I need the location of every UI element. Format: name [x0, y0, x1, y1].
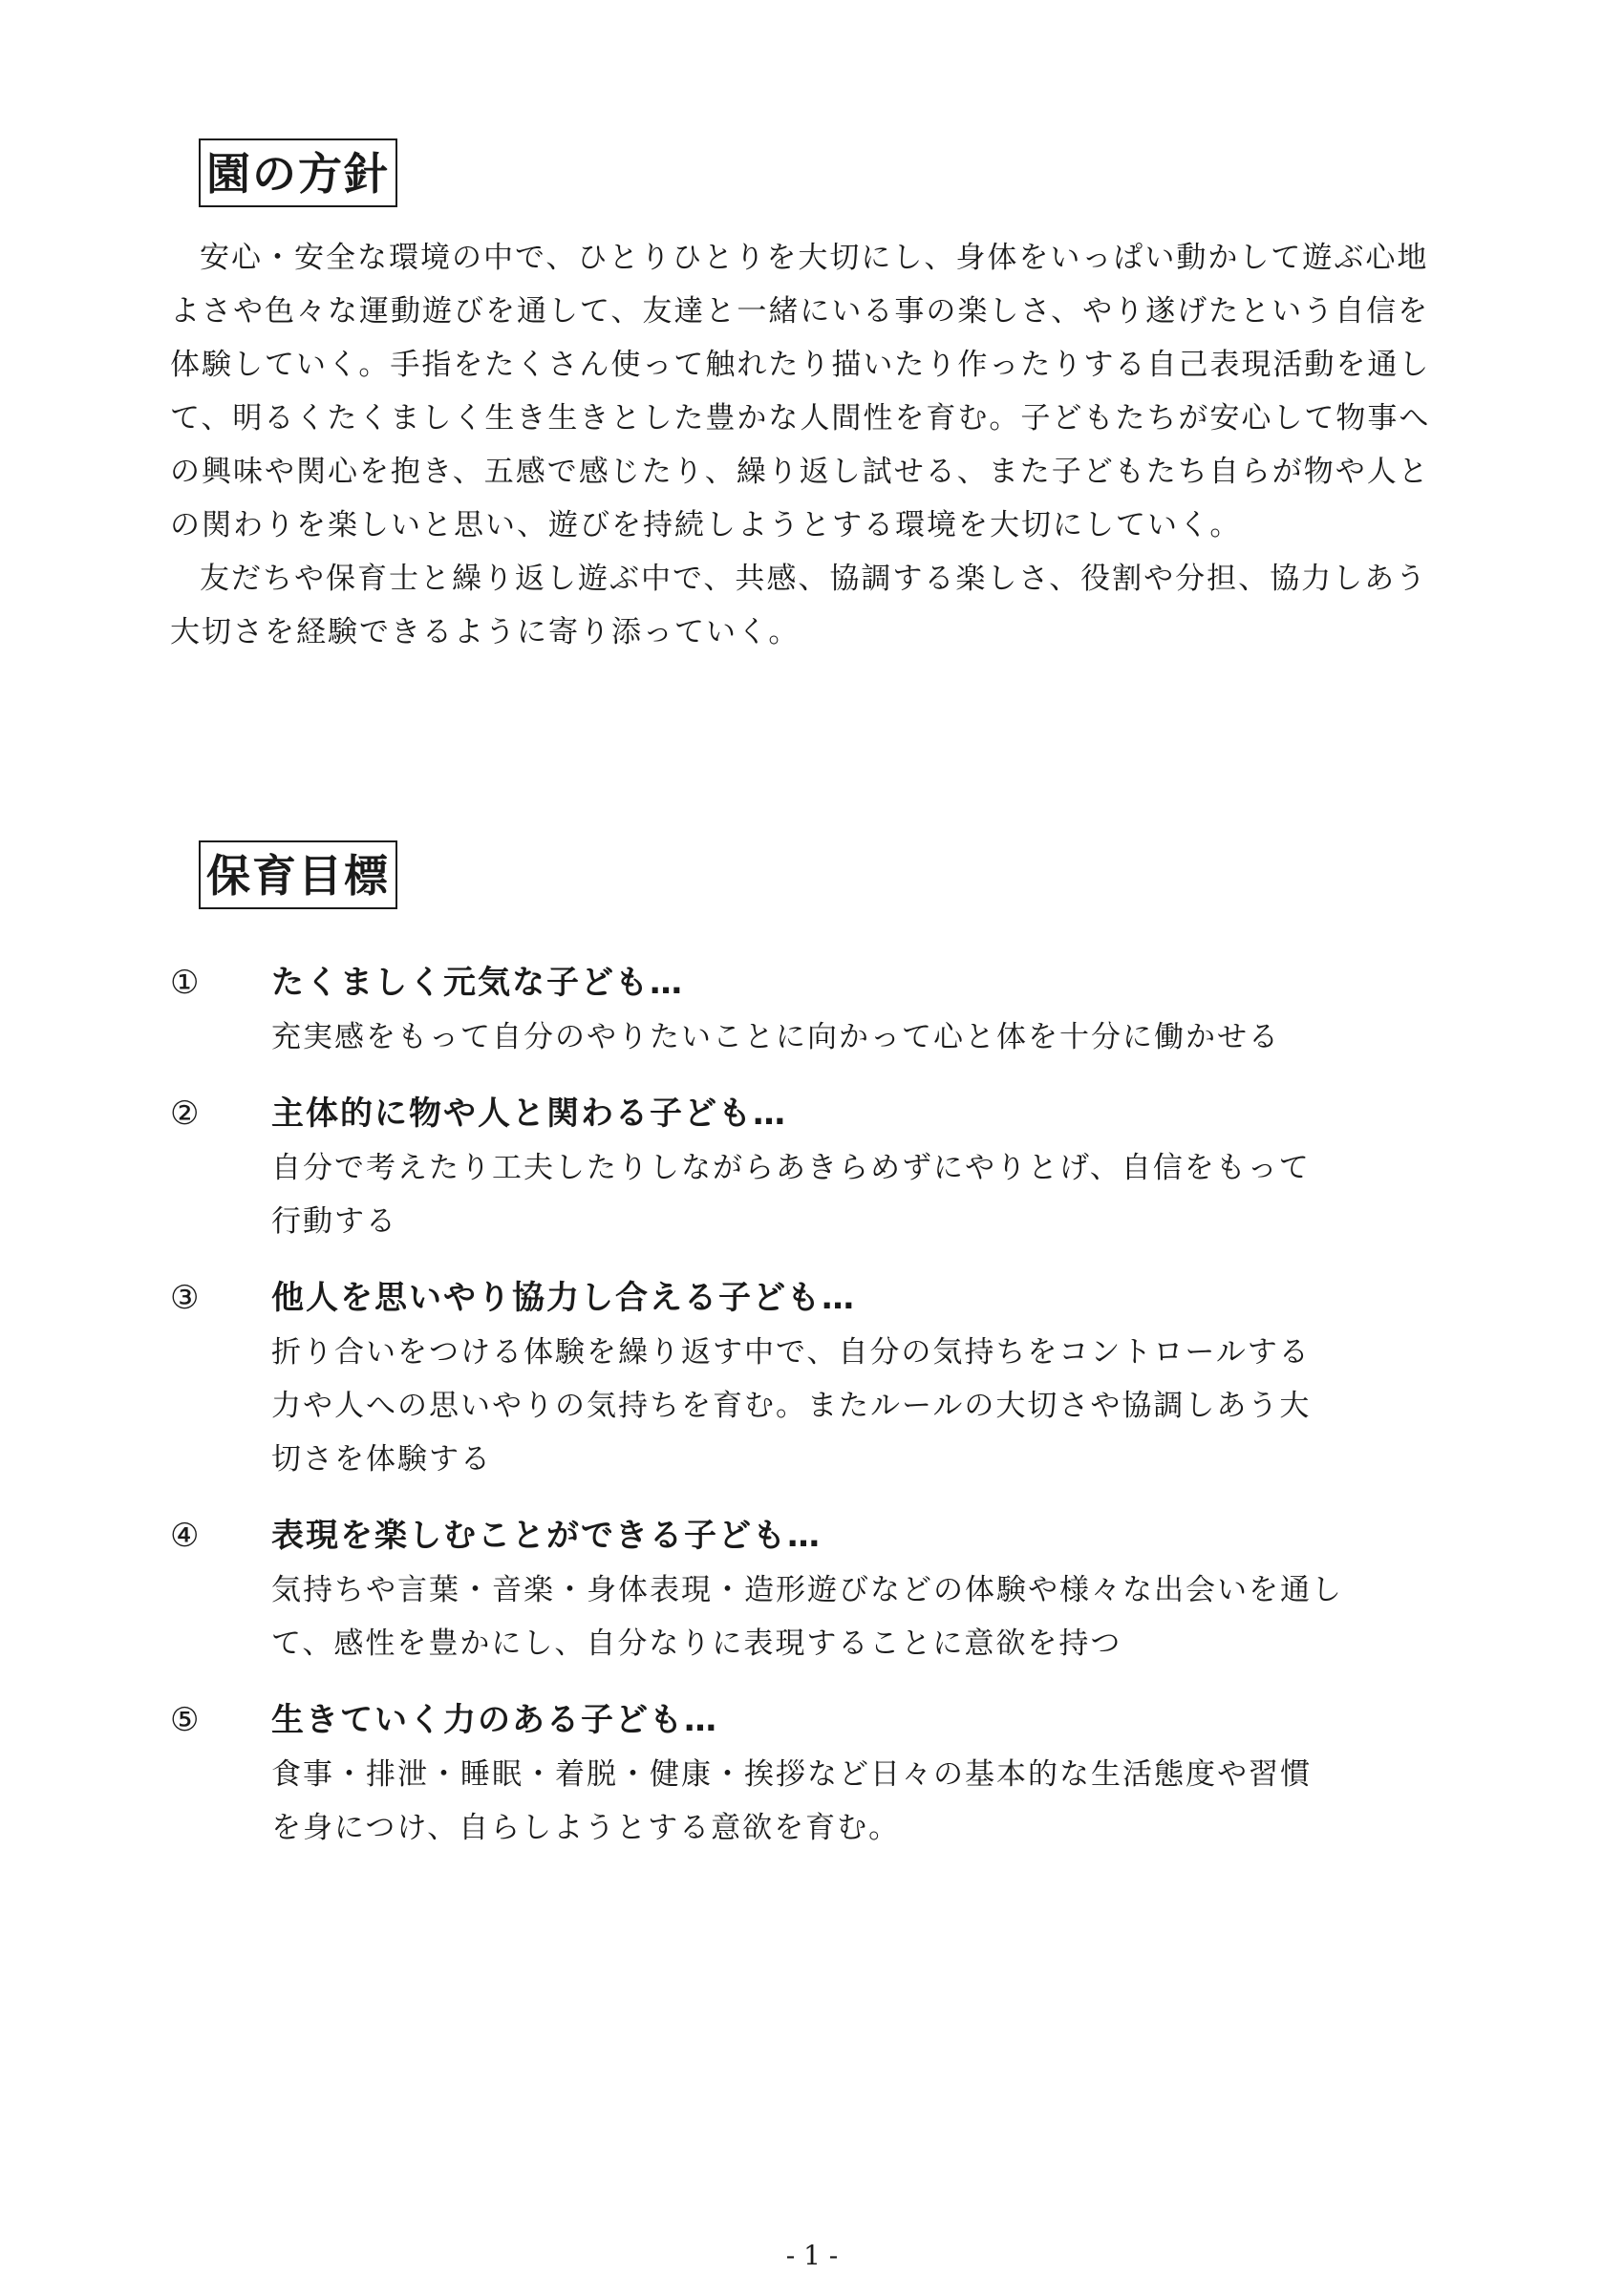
goal-heading: 表現を楽しむことができる子ども… — [271, 1517, 822, 1555]
goal-number: ④ — [170, 1517, 202, 1555]
goal-description — [271, 1748, 1379, 1855]
goal-number: ② — [170, 1095, 202, 1133]
goal-number: ① — [170, 964, 202, 1002]
goal-header — [170, 955, 1455, 1010]
goal-description — [271, 1326, 1379, 1486]
goal-number: ③ — [170, 1279, 202, 1317]
policy-paragraph: 友だちや保育士と繰り返し遊ぶ中で、共感、協調する楽しさ、役割や分担、協力しあう大切さを経験できるように寄り添っていく。 — [170, 562, 1428, 649]
page-number: - 1 - — [785, 2240, 839, 2271]
goal-header — [170, 1692, 1455, 1748]
goal-header — [170, 1086, 1455, 1141]
goal-description-line: 行動する — [271, 1204, 397, 1239]
policy-heading: 園の方針 — [199, 138, 397, 207]
goal-description-line: 自分で考えたり工夫したりしながらあきらめずにやりとげ、自信をもって — [271, 1151, 1311, 1185]
goal-heading: 主体的に物や人と関わる子ども… — [271, 1095, 787, 1133]
goal-header — [170, 1270, 1455, 1326]
goal-description-line: を身につけ、自らしようとする意欲を育む。 — [271, 1811, 901, 1845]
goal-description-line: 気持ちや言葉・音楽・身体表現・造形遊びなどの体験や様々な出会いを通し — [271, 1573, 1343, 1607]
goal-description-line: 切さを体験する — [271, 1442, 492, 1477]
goal-description-line: 折り合いをつける体験を繰り返す中で、自分の気持ちをコントロールする — [271, 1335, 1311, 1370]
goal-item — [170, 1508, 1455, 1670]
goal-description-line: 食事・排泄・睡眠・着脱・健康・挨拶など日々の基本的な生活態度や習慣 — [271, 1757, 1312, 1792]
goal-heading: 他人を思いやり協力し合える子ども… — [271, 1279, 856, 1317]
goal-number: ⑤ — [170, 1701, 202, 1739]
goal-description-line: 充実感をもって自分のやりたいことに向かって心と体を十分に働かせる — [271, 1020, 1280, 1054]
goal-description-line: 力や人への思いやりの気持ちを育む。またルールの大切さや協調しあう大 — [271, 1389, 1312, 1423]
goal-item — [170, 955, 1455, 1064]
goal-item — [170, 1270, 1455, 1486]
goals-heading: 保育目標 — [199, 840, 397, 909]
goal-heading: 生きていく力のある子ども… — [271, 1701, 718, 1739]
goal-item — [170, 1692, 1455, 1855]
goal-description — [271, 1563, 1379, 1670]
goal-description-line: て、感性を豊かにし、自分なりに表現することに意欲を持つ — [271, 1626, 1122, 1661]
goal-header — [170, 1508, 1455, 1563]
goal-heading: たくましく元気な子ども… — [271, 964, 684, 1002]
policy-body — [170, 231, 1455, 659]
goals-list — [170, 955, 1455, 1877]
goal-description — [271, 1010, 1379, 1064]
goal-description — [271, 1141, 1379, 1248]
goal-item — [170, 1086, 1455, 1248]
policy-paragraph: 安心・安全な環境の中で、ひとりひとりを大切にし、身体をいっぱい動かして遊ぶ心地よさや色々な運動遊びを通して、友達と一緒にいる事の楽しさ、やり遂げたという自信を体験していく。手指をたくさん使って触れたり描いたり作ったりする自己表現活動を通して、明るくたくましく生き生きとした豊かな人間性を育む。子どもたちが安心して物事への興味や関心を抱き、五感で感じたり、繰り返し試せる、また子どもたち自らが物や人との関わりを楽しいと思い、遊びを持続しようとする環境を大切にしていく。 — [170, 241, 1431, 542]
